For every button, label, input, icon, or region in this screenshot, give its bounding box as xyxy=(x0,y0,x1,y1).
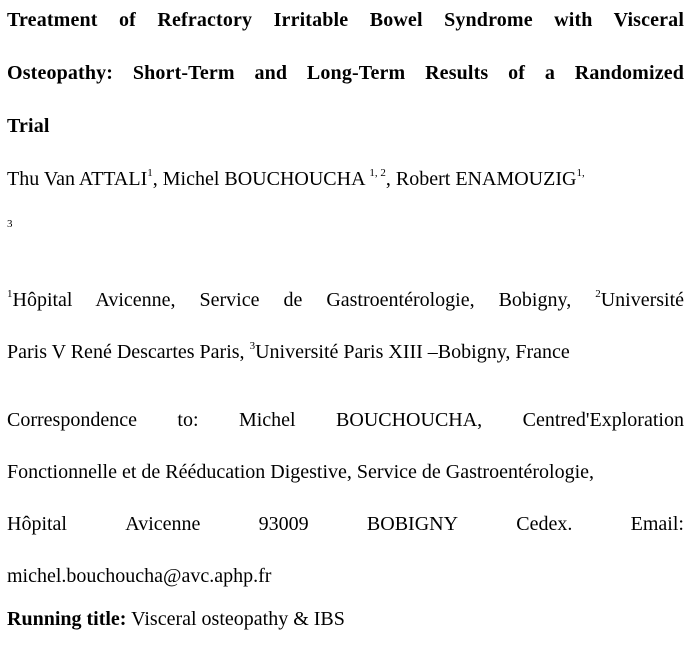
author-affiliation-marker-continued: 3 xyxy=(7,218,13,230)
author-list xyxy=(7,166,697,192)
affiliation-text: Hôpital Avicenne, Service de Gastroentérologie, Bobigny, xyxy=(12,289,596,311)
paper-front-page xyxy=(7,0,685,630)
word: BOBIGNY xyxy=(366,513,459,535)
running-title-label: Running title: xyxy=(7,608,127,630)
word: a xyxy=(544,62,555,84)
word: Refractory xyxy=(157,9,253,31)
author-name: , Michel BOUCHOUCHA xyxy=(152,168,370,190)
running-title-value: Visceral osteopathy & IBS xyxy=(126,608,345,630)
title-line-1 xyxy=(7,0,684,47)
word: Results xyxy=(425,62,489,84)
word: Syndrome xyxy=(444,9,533,31)
title-line-3: Trial xyxy=(7,115,50,137)
affiliation-marker: 2 xyxy=(595,288,601,300)
paper-title xyxy=(7,0,684,153)
word: Cedex. xyxy=(516,513,573,535)
affiliation-text: Paris V René Descartes Paris, xyxy=(7,341,250,363)
word: Bowel xyxy=(369,9,423,31)
word: Correspondence xyxy=(7,409,137,431)
word: Centred'Exploration xyxy=(522,409,684,431)
affiliation-text: Université xyxy=(600,289,684,311)
author-affiliation-marker: 1, 2 xyxy=(369,167,386,179)
word: of xyxy=(119,9,136,31)
word: Osteopathy: xyxy=(7,62,114,84)
word: of xyxy=(508,62,526,84)
author-name: , Robert ENAMOUZIG xyxy=(385,168,577,190)
correspondence-line-1 xyxy=(7,394,684,446)
word: Michel xyxy=(238,409,296,431)
word: Avicenne xyxy=(125,513,201,535)
word: Short-Term xyxy=(132,62,235,84)
word: Randomized xyxy=(574,62,685,84)
affiliations xyxy=(7,274,684,378)
word: Email: xyxy=(630,513,684,535)
word: to: xyxy=(177,409,199,431)
correspondence-line-3 xyxy=(7,498,684,550)
author-affiliation-marker: 1, xyxy=(576,167,585,179)
running-title xyxy=(7,604,345,634)
word: Irritable xyxy=(273,9,349,31)
word: Treatment xyxy=(7,9,98,31)
correspondence-email: michel.bouchoucha@avc.aphp.fr xyxy=(7,565,272,587)
word: 93009 xyxy=(258,513,309,535)
affiliation-text: Université Paris XIII –Bobigny, France xyxy=(255,341,570,363)
correspondence-line-2: Fonctionnelle et de Rééducation Digestive, Service de Gastroentérologie, xyxy=(7,461,595,483)
affiliation-line xyxy=(7,274,684,326)
affiliation-line xyxy=(7,326,684,378)
word: Long-Term xyxy=(306,62,406,84)
title-line-2 xyxy=(7,47,684,100)
word: BOUCHOUCHA, xyxy=(336,409,483,431)
author-name: Thu Van ATTALI xyxy=(7,168,148,190)
affiliation-marker: 3 xyxy=(249,340,256,352)
word: and xyxy=(254,62,288,84)
word: Hôpital xyxy=(7,513,67,535)
word: with xyxy=(554,9,593,31)
affiliation-marker: 1 xyxy=(7,288,13,300)
correspondence-block xyxy=(7,394,684,602)
author-affiliation-marker: 1 xyxy=(147,167,153,179)
word: Visceral xyxy=(613,9,685,31)
